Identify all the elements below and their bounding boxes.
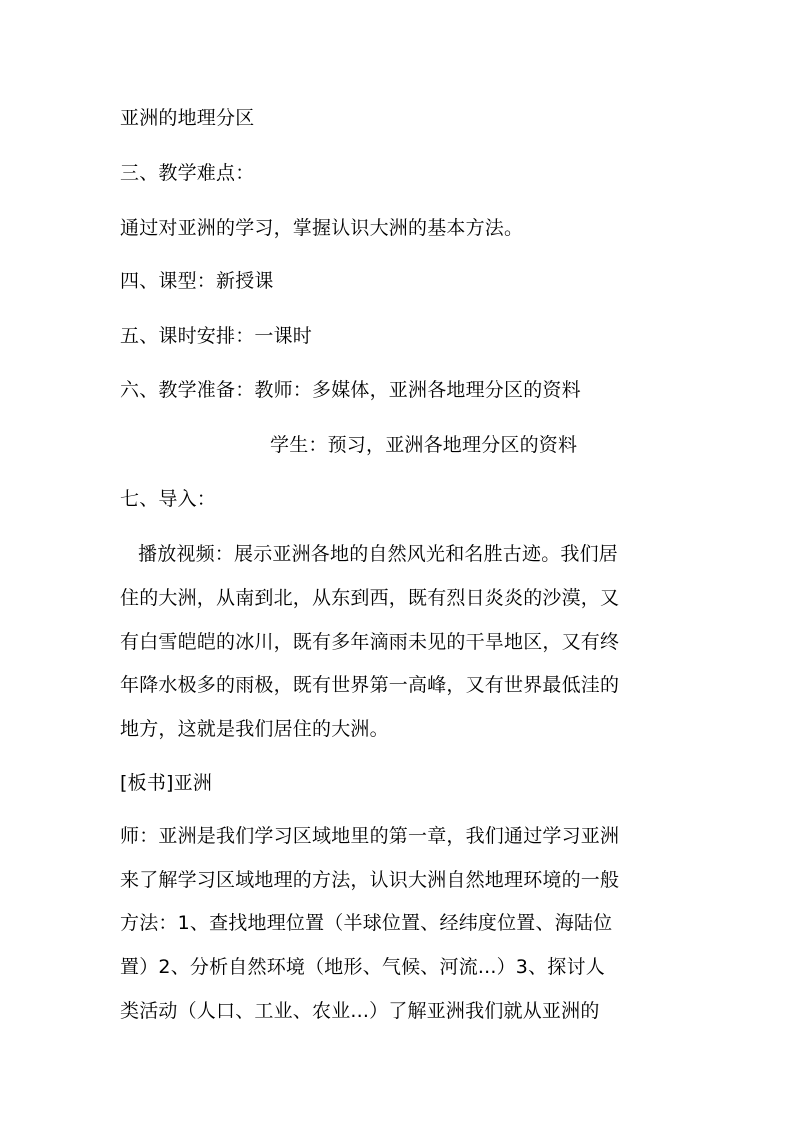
- teacher-paragraph-line: 方法：1、查找地理位置（半球位置、经纬度位置、海陆位: [120, 912, 613, 934]
- teacher-paragraph-line: 类活动（人口、工业、农业...）了解亚洲我们就从亚洲的: [120, 1000, 600, 1022]
- section-teaching-prep: 六、教学准备：教师：多媒体，亚洲各地理分区的资料: [120, 379, 581, 401]
- heading-asia-regions: 亚洲的地理分区: [120, 107, 255, 129]
- teacher-paragraph-line: 师：亚洲是我们学习区域地里的第一章，我们通过学习亚洲: [120, 825, 620, 847]
- section-introduction: 七、导入：: [120, 488, 217, 510]
- intro-paragraph-line: 有白雪皑皑的冰川，既有多年滴雨未见的干旱地区，又有终: [120, 631, 620, 653]
- section-teaching-difficulty: 三、教学难点：: [120, 162, 255, 184]
- intro-paragraph-line: 地方，这就是我们居住的大洲。: [120, 718, 389, 740]
- intro-paragraph-line: 播放视频：展示亚洲各地的自然风光和名胜古迹。我们居: [138, 543, 619, 565]
- intro-paragraph-line: 住的大洲，从南到北，从东到西，既有烈日炎炎的沙漠，又: [120, 587, 620, 609]
- section-lesson-schedule: 五、课时安排：一课时: [120, 325, 313, 347]
- difficulty-text: 通过对亚洲的学习，掌握认识大洲的基本方法。: [120, 217, 524, 239]
- section-lesson-type: 四、课型：新授课: [120, 270, 274, 292]
- teacher-paragraph-line: 置）2、分析自然环境（地形、气候、河流...）3、探讨人: [120, 956, 605, 978]
- board-note: [板书]亚洲: [120, 772, 213, 794]
- section-teaching-prep-student: 学生：预习，亚洲各地理分区的资料: [270, 434, 578, 456]
- intro-paragraph-line: 年降水极多的雨极，既有世界第一高峰，又有世界最低洼的: [120, 674, 620, 696]
- teacher-paragraph-line: 来了解学习区域地理的方法，认识大洲自然地理环境的一般: [120, 869, 620, 891]
